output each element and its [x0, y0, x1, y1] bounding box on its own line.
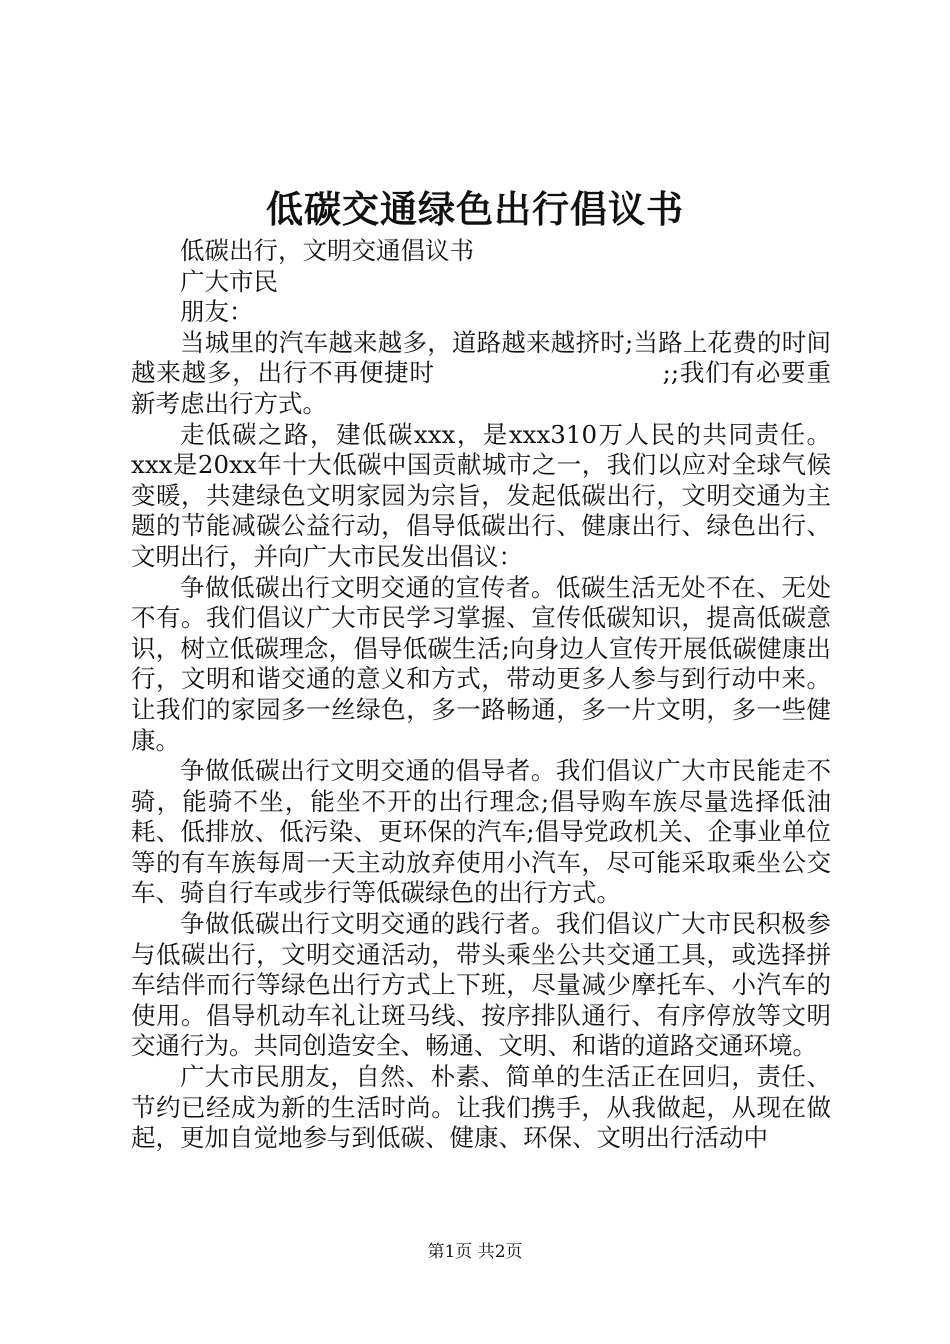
paragraph: 低碳出行，文明交通倡议书 — [180, 236, 474, 265]
paragraph: 广大市民 — [180, 266, 278, 296]
page-footer: 第1页 共2页 — [427, 1242, 523, 1262]
paragraph: 争做低碳出行文明交通的践行者。我们倡议广大市民积极参与低碳出行，文明交通活动，带头乘坐公共交通工具，或选择拼车结伴而行等绿色出行方式上下班，尽量减少摩托车、小汽车的使用。倡导机动车礼让斑马线、按序排队通行、有序停放等文明交通行为。共同创造安全、畅通、文明、和谐的道路交通环境。 — [131, 909, 831, 1061]
document-body — [131, 236, 831, 1154]
document-title: 低碳交通绿色出行倡议书 — [266, 187, 684, 231]
paragraph: 广大市民朋友，自然、朴素、简单的生活正在回归，责任、节约已经成为新的生活时尚。让我们携手，从我做起，从现在做起，更加自觉地参与到低碳、健康、环保、文明出行活动中 — [131, 1062, 831, 1153]
paragraph: 争做低碳出行文明交通的倡导者。我们倡议广大市民能走不骑，能骑不坐，能坐不开的出行理念;倡导购车族尽量选择低油耗、低排放、低污染、更环保的汽车;倡导党政机关、企事业单位等的有车族每周一天主动放弃使用小汽车，尽可能采取乘坐公交车、骑自行车或步行等低碳绿色的出行方式。 — [131, 756, 831, 908]
paragraph: 争做低碳出行文明交通的宣传者。低碳生活无处不在、无处不有。我们倡议广大市民学习掌握、宣传低碳知识，提高低碳意识，树立低碳理念，倡导低碳生活;向身边人宣传开展低碳健康出行，文明和谐交通的意义和方式，带动更多人参与到行动中来。让我们的家园多一丝绿色，多一路畅通，多一片文明，多一些健康。 — [131, 572, 831, 755]
paragraph: 当城里的汽车越来越多，道路越来越挤时;当路上花费的时间越来越多，出行不再便捷时 ;;我们有必要重新考虑出行方式。 — [131, 327, 831, 418]
paragraph: 朋友： — [180, 297, 254, 327]
paragraph: 走低碳之路，建低碳xxx，是xxx310万人民的共同责任。xxx是20xx年十大低碳中国贡献城市之一，我们以应对全球气候变暖，共建绿色文明家园为宗旨，发起低碳出行，文明交通为主题的节能减碳公益行动，倡导低碳出行、健康出行、绿色出行、文明出行，并向广大市民发出倡议： — [131, 419, 831, 571]
